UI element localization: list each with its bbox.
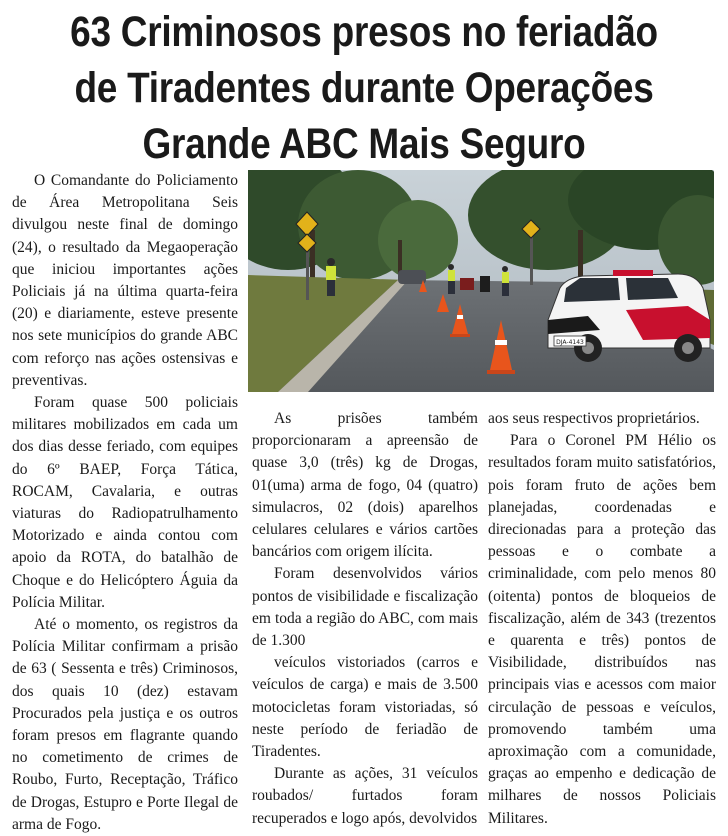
headline [58, 4, 670, 172]
article-paragraph: O Comandante do Policiamento de Área Metropolitana Seis divulgou neste final de domingo (24), o resultado da Megaoperação que iniciou importantes ações Policiais já na última quarta-feira (20) e diariamente, esteve presente nos sete municípios do grande ABC com reforço nas ações ostensivas e preventivas. [12, 172, 238, 389]
article-paragraph: Foram desenvolvidos vários pontos de visibilidade e fiscalização em toda a região do ABC, com mais de 1.300 [252, 565, 478, 650]
article-paragraph: veículos vistoriados (carros e veículos de carga) e mais de 3.500 motocicletas foram vistoriadas, só neste período de feriadão de Tiradentes. [252, 654, 478, 761]
person [480, 276, 490, 292]
article-paragraph: Foram quase 500 policiais militares mobilizados em cada um dos dias desse feriado, com equipes do 6º BAEP, Força Tática, ROCAM, Cavalaria, e outras viaturas do Radiopatrulhamento Motorizado e ainda contou com apoio da ROTA, do batalhão de Choque e do Helicóptero Águia da Polícia Militar. [12, 394, 238, 611]
article-paragraph: aos seus respectivos proprietários. [488, 410, 700, 427]
headline-line-3: Grande ABC Mais Seguro [142, 120, 586, 168]
distant-car [398, 270, 426, 284]
article-photo [248, 170, 714, 392]
article-column-2 [252, 408, 478, 830]
police-officer [326, 258, 336, 296]
article-column-3 [488, 408, 716, 830]
police-checkpoint-photo [248, 170, 714, 392]
motorcycle [460, 278, 474, 290]
light-bar [613, 270, 653, 276]
police-car [548, 270, 710, 362]
article-paragraph: As prisões também proporcionaram a apreensão de quase 3,0 (três) kg de Drogas, 01(uma) arma de fogo, 04 (quatro) simulacros, 02 (dois) aparelhos celulares celulares e vários cartões bancários com origem ilícita. [252, 410, 478, 561]
headline-line-2: de Tiradentes durante Operações [74, 64, 654, 112]
headline-line-1: 63 Criminosos presos no feriadão [70, 8, 658, 56]
article-paragraph: Até o momento, os registros da Polícia Militar confirmam a prisão de 63 ( Sessenta e três) Criminosos, dos quais 10 (dez) estavam Procurados pela justiça e os outros foram presos em flagrante quando no cometimento de crimes de Roubo, Furto, Receptação, Tráfico de Drogas, Estupro e Porte Ilegal de arma de Fogo. [12, 616, 238, 833]
article-paragraph: Para o Coronel PM Hélio os resultados foram muito satisfatórios, pois foram fruto de ações bem planejadas, coordenadas e direcionadas para a proteção das pessoas e o combate a criminalidade, com pelo menos 80 (oitenta) pontos de bloqueios de fiscalização, além de 343 (trezentos e quarenta e três) pontos de Visibilidade, distribuídos nas principais vias e acessos com maior circulação de pessoas e veículos, promovendo também uma aproximação com a comunidade, graças ao empenho e dedicação de milhares de nossos Policiais Militares. [488, 432, 716, 827]
article-paragraph: Durante as ações, 31 veículos roubados/ furtados foram recuperados e logo após, devolvidos [252, 765, 478, 827]
article-column-1 [12, 170, 238, 836]
license-plate: DJA-4143 [556, 339, 584, 346]
